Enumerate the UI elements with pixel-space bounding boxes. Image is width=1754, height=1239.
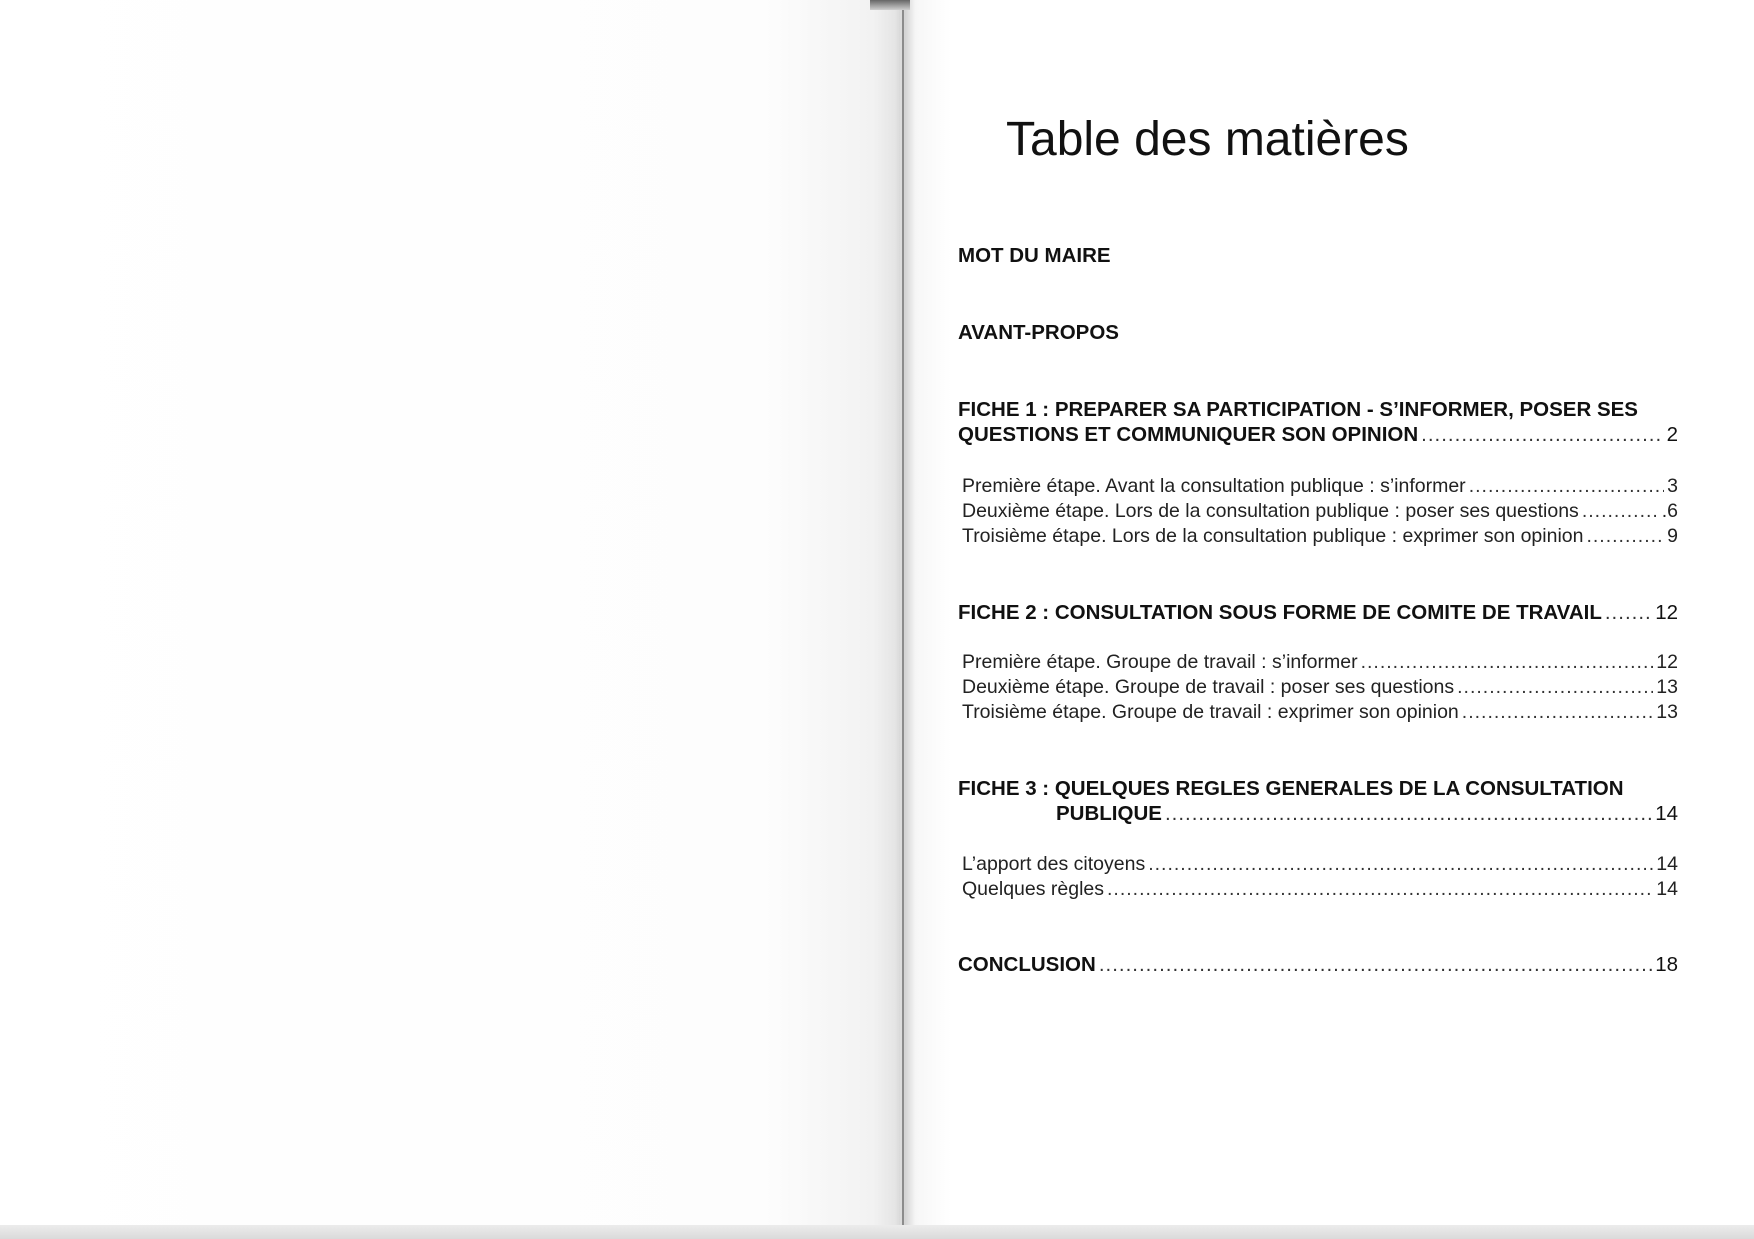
dot-leader [1457, 675, 1653, 700]
toc-entry-conclusion [958, 952, 1678, 977]
subentry-label: Première étape. Avant la consultation publique : s’informer [962, 475, 1466, 497]
gutter-line [902, 0, 904, 1239]
toc-subentry [958, 700, 1678, 725]
page-number: 12 [1655, 601, 1678, 624]
dot-leader [1107, 877, 1653, 902]
dot-leader [1605, 600, 1652, 625]
page-number: 9 [1667, 525, 1678, 547]
page-number: 13 [1656, 676, 1678, 698]
toc-subentries-fiche-1 [958, 474, 1678, 549]
toc-subentries-fiche-2 [958, 650, 1678, 725]
entry-label-line2: QUESTIONS ET COMMUNIQUER SON OPINION [958, 423, 1419, 446]
entry-label-line2: PUBLIQUE [1056, 802, 1162, 825]
toc-entry-fiche-1 [958, 397, 1678, 447]
toc-entry-mot-du-maire [958, 243, 1678, 268]
top-binding-mark [870, 0, 910, 10]
dot-leader [1148, 852, 1653, 877]
toc-entry-fiche-2 [958, 600, 1678, 625]
dot-leader [1469, 474, 1664, 499]
page-number: 14 [1656, 853, 1678, 875]
page-number: 18 [1655, 953, 1678, 976]
dot-leader [1099, 952, 1652, 977]
toc-subentry [958, 675, 1678, 700]
bottom-page-edge [0, 1225, 1754, 1239]
toc-subentry [958, 852, 1678, 877]
entry-label: MOT DU MAIRE [958, 244, 1111, 267]
toc-subentries-fiche-3 [958, 852, 1678, 902]
entry-label-line1: FICHE 1 : PREPARER SA PARTICIPATION - S’INFORMER, POSER SES [958, 398, 1638, 421]
dot-leader [1586, 524, 1664, 549]
toc-subentry [958, 524, 1678, 549]
subentry-label: Première étape. Groupe de travail : s’informer [962, 651, 1358, 673]
toc-subentry [958, 474, 1678, 499]
toc-subentry [958, 650, 1678, 675]
subentry-label: Deuxième étape. Lors de la consultation publique : poser ses questions [962, 500, 1579, 522]
toc-subentry [958, 499, 1678, 524]
page-number: 12 [1656, 651, 1678, 673]
subentry-label: Deuxième étape. Groupe de travail : poser ses questions [962, 676, 1455, 698]
page-number: 14 [1656, 878, 1678, 900]
page-number: 13 [1656, 701, 1678, 723]
page-number: 3 [1667, 475, 1678, 497]
subentry-label: Troisième étape. Groupe de travail : exprimer son opinion [962, 701, 1459, 723]
dot-leader [1582, 499, 1659, 524]
subentry-label: Quelques règles [962, 878, 1105, 900]
toc-entry-avant-propos [958, 320, 1678, 345]
page-number: .6 [1661, 500, 1678, 522]
dot-leader [1165, 801, 1652, 826]
page-number: 14 [1655, 802, 1678, 825]
dot-leader [1421, 422, 1663, 447]
page-title: Table des matières [1006, 113, 1409, 166]
page-number: 2 [1666, 423, 1678, 446]
dot-leader [1361, 650, 1654, 675]
dot-leader [1462, 700, 1654, 725]
subentry-label: L’apport des citoyens [962, 853, 1146, 875]
entry-label: FICHE 2 : CONSULTATION SOUS FORME DE COMITE DE TRAVAIL [958, 601, 1602, 624]
entry-label-line1: FICHE 3 : QUELQUES REGLES GENERALES DE LA CONSULTATION [958, 777, 1624, 800]
gutter-shadow [895, 0, 915, 1239]
entry-label: AVANT-PROPOS [958, 321, 1119, 344]
toc-subentry [958, 877, 1678, 902]
toc-entry-fiche-3 [958, 776, 1678, 826]
entry-label: CONCLUSION [958, 953, 1096, 976]
subentry-label: Troisième étape. Lors de la consultation publique : exprimer son opinion [962, 525, 1584, 547]
